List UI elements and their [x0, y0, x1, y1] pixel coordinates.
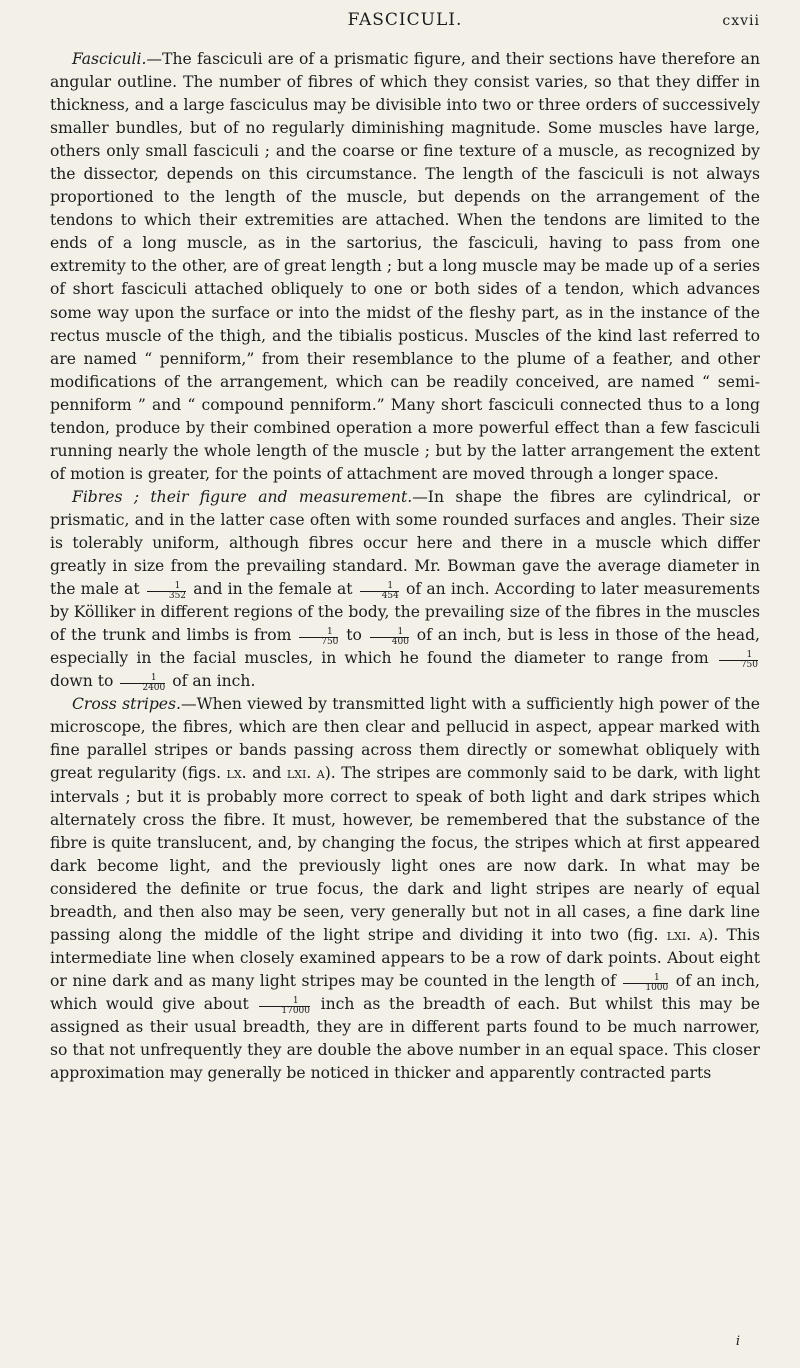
fraction-denominator: 750: [740, 660, 758, 671]
paragraph-text: of an inch, but is less in those of the head, especially in the facial muscles, in which he found the diameter to range from: [50, 626, 761, 668]
fraction-numerator: 1: [623, 974, 668, 984]
paragraph-text: inch as the breadth of each. But whilst this may be assigned as their usual breadth, they are in different parts found to be much narrower, so that not unfrequently they are double the above number in an equal space. This closer approximation may generally be noticed in thicker and apparently contracted parts: [50, 994, 760, 1083]
fraction-numerator: 1: [360, 582, 399, 592]
fraction-denominator: 1000: [645, 982, 669, 993]
paragraph-text: of an inch.: [172, 672, 256, 691]
figure-part-reference: a: [316, 764, 325, 783]
figure-part-reference: a: [699, 925, 708, 944]
paragraph-text: and in the female at: [193, 580, 353, 599]
paragraph-text: —When viewed by transmitted light with a sufficiently high power of the microscope, the fibres, which are then clear and pellucid in aspect, appear marked with fine parallel stripes or bands passing across them directly or somewhat obliquely with great regularity (figs.: [50, 695, 760, 783]
fraction-numerator: 1: [299, 628, 338, 638]
signature-mark: i: [735, 1334, 740, 1349]
fraction: [147, 582, 186, 601]
fraction: [360, 582, 399, 601]
fraction-denominator: 454: [381, 591, 399, 602]
paragraph-text: —The fasciculi are of a prismatic figure, and their sections have therefore an angular outline. The number of fibres of which they consist varies, so that they differ in thickness, and a large fasciculus may be divisible into two or three orders of successively smaller bundles, but of no regularly diminishing magnitude. Some muscles have large, others only small fasciculi ; and the coarse or fine texture of a muscle, as recognized by the dissector, depends on this circumstance. The length of the fasciculi is not always proportioned to the length of the muscle, but depends on the arrangement of the tendons to which their extremities are attached. When the tendons are limited to the ends of a long muscle, as in the sartorius, the fasciculi, having to pass from one extremity to the other, are of great length ; but a long muscle may be made up of a series of short fasciculi attached obliquely to one or both sides of a tendon, which advances some way upon the surface or into the midst of the fleshy part, as in the instance of the rectus muscle of the thigh, and the tibialis posticus. Muscles of the kind last referred to are named “ penniform,” from their resemblance to the plume of a feather, and other modifications of the arrangement, which can be readily conceived, are named “ semi-penniform ” and “ compound penniform.” Many short fasciculi connected thus to a long tendon, produce by their combined operation a more powerful effect than a few fasciculi running nearly the whole length of the muscle ; but by the latter arrangement the extent of motion is greater, for the points of attachment are moved through a longer space.: [50, 50, 760, 483]
fraction-numerator: 1: [370, 628, 409, 638]
fraction: [120, 674, 165, 693]
fraction-denominator: 400: [391, 637, 409, 648]
section-heading: Cross stripes.: [72, 695, 181, 714]
paragraph-cross-stripes: [50, 693, 760, 1085]
running-title: FASCICULI.: [347, 10, 463, 30]
fraction-numerator: 1: [719, 651, 758, 661]
paragraph-text: —In shape the fibres are cylindrical, or prismatic, and in the latter case often with some rounded surfaces and angles. Their size is tolerably uniform, although fibres occur here and there in a muscle which differ greatly in size from the prevailing standard. Mr. Bowman gave the average diameter in the male at: [50, 487, 760, 599]
paragraph-fasciculi: [50, 48, 760, 486]
paragraph-fibres: [50, 486, 760, 693]
section-heading: Fibres ; their figure and measurement.: [72, 487, 413, 506]
fraction: [259, 997, 310, 1016]
fraction-denominator: 17000: [281, 1005, 311, 1016]
paragraph-text: of an inch, which would give about: [50, 971, 760, 1013]
body-text: [50, 48, 760, 1085]
figure-reference: lx.: [226, 764, 247, 783]
fraction: [623, 974, 668, 993]
fraction: [370, 628, 409, 647]
page-number: cxvii: [722, 13, 760, 29]
figure-reference: lxi.: [286, 764, 312, 783]
paragraph-text: of an inch. According to later measurements by Kölliker in different regions of the body, the prevailing size of the fibres in the muscles of the trunk and limbs is from: [50, 580, 760, 645]
paragraph-text: down to: [50, 672, 114, 691]
fraction-numerator: 1: [120, 674, 165, 684]
page-header: [50, 4, 760, 44]
fraction-numerator: 1: [259, 997, 310, 1007]
paragraph-text: ). This intermediate line when closely examined appears to be a row of dark points. About eight or nine dark and as many light stripes may be counted in the length of: [50, 925, 760, 990]
fraction: [299, 628, 338, 647]
fraction-denominator: 2400: [142, 683, 166, 694]
paragraph-text: to: [346, 626, 362, 645]
fraction: [719, 651, 758, 670]
fraction-denominator: 352: [168, 591, 187, 602]
figure-reference: lxi.: [666, 925, 692, 944]
fraction-numerator: 1: [147, 582, 186, 592]
paragraph-text: ). The stripes are commonly said to be dark, with light intervals ; but it is probably more correct to speak of both light and dark stripes which alternately cross the fibre. It must, however, be remembered that the substance of the fibre is quite translucent, and, by changing the focus, the stripes which at first appeared dark become light, and the previously light ones are now dark. In what may be considered the definite or true focus, the dark and light stripes are nearly of equal breadth, and then also may be seen, very generally but not in all cases, a fine dark line passing along the middle of the light stripe and dividing it into two (fig.: [50, 764, 760, 944]
fraction-denominator: 750: [321, 637, 339, 648]
section-heading: Fasciculi.: [72, 50, 147, 68]
paragraph-text: and: [252, 764, 282, 783]
